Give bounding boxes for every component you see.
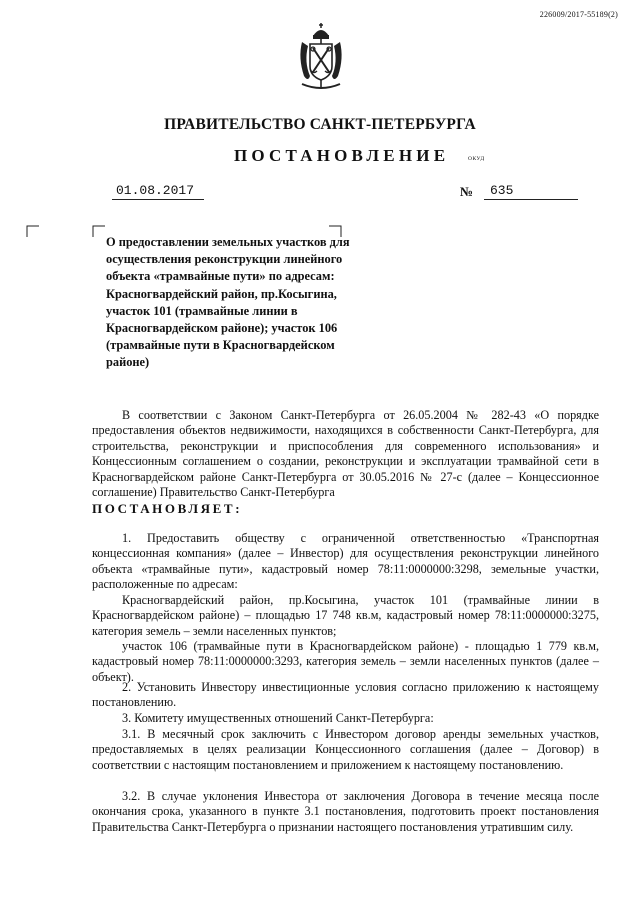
corner-bracket-icon [92, 225, 106, 237]
document-registration-number: 226009/2017-55189(2) [539, 10, 618, 19]
preamble-paragraph: В соответствии с Законом Санкт-Петербурга от 26.05.2004 № 282-43 «О порядке предоставления объектов недвижимости, находящихся в собственности Санкт-Петербурга, для строительства, реконструкции и приспособления для современного использования» и Концессионным соглашением о создании, реконструкции и эксплуатации трамвайной сети в Красногвардейском районе Санкт-Петербурга от 30.05.2016 № 27-с (далее – Концессионное соглашение) Правительство Санкт-Петербурга [92, 408, 599, 500]
decree-date: 01.08.2017 [116, 183, 195, 198]
okud-label: ОКУД [468, 156, 485, 162]
item-3-1-paragraph: 3.1. В месячный срок заключить с Инвестором договор аренды земельных участков, предоставляемых в целях реализации Концессионного соглашения (далее – Договор) в соответствии с настоящим постановлением и приложением к настоящему постановлению. [92, 727, 599, 772]
decree-subject: О предоставлении земельных участков для осуществления реконструкции линейного объекта «трамвайные пути» по адресам: Красногвардейский район, пр.Косыгина, участок 101 (трамвайные линии в Красногвардейском районе); участок 106 (трамвайные пути в Красногвардейском районе) [106, 235, 350, 370]
government-name: ПРАВИТЕЛЬСТВО САНКТ-ПЕТЕРБУРГА [164, 116, 476, 133]
item-3-2-paragraph: 3.2. В случае уклонения Инвестора от заключения Договора в течение месяца после окончания срока, указанного в пункте 3.1 постановления, подготовить проект постановления Правительства Санкт-Петербурга о признании настоящего постановления утратившим силу. [92, 789, 599, 834]
corner-bracket-icon [26, 225, 40, 237]
item-1a-paragraph: Красногвардейский район, пр.Косыгина, участок 101 (трамвайные линии в Красногвардейском районе) – площадью 17 748 кв.м, кадастровый номер 78:11:0000000:3275, категория земель – земли населенных пунктов; [92, 593, 599, 638]
coat-of-arms-icon [296, 22, 346, 92]
decree-title: ПОСТАНОВЛЕНИЕ [234, 146, 450, 165]
item-3-paragraph: 3. Комитету имущественных отношений Санкт-Петербурга: [122, 711, 434, 725]
item-2-paragraph: 2. Установить Инвестору инвестиционные условия согласно приложению к настоящему постановлению. [92, 680, 599, 710]
number-underline [484, 199, 578, 200]
item-1b-paragraph: участок 106 (трамвайные пути в Красногвардейском районе) - площадью 1 779 кв.м, кадастровый номер 78:11:0000000:3293, категория земель – земли населенных пунктов (далее – объект). [92, 639, 599, 684]
item-1-paragraph: 1. Предоставить обществу с ограниченной ответственностью «Транспортная концессионная компания» (далее – Инвестор) для осуществления реконструкции линейного объекта «трамвайные пути», кадастровый номер 78:11:0000000:3298, земельные участки, расположенные по адресам: [92, 531, 599, 592]
resolves-heading: ПОСТАНОВЛЯЕТ: [92, 501, 243, 516]
number-sign: № [460, 184, 474, 199]
date-underline [112, 199, 204, 200]
decree-number: 635 [490, 183, 514, 198]
